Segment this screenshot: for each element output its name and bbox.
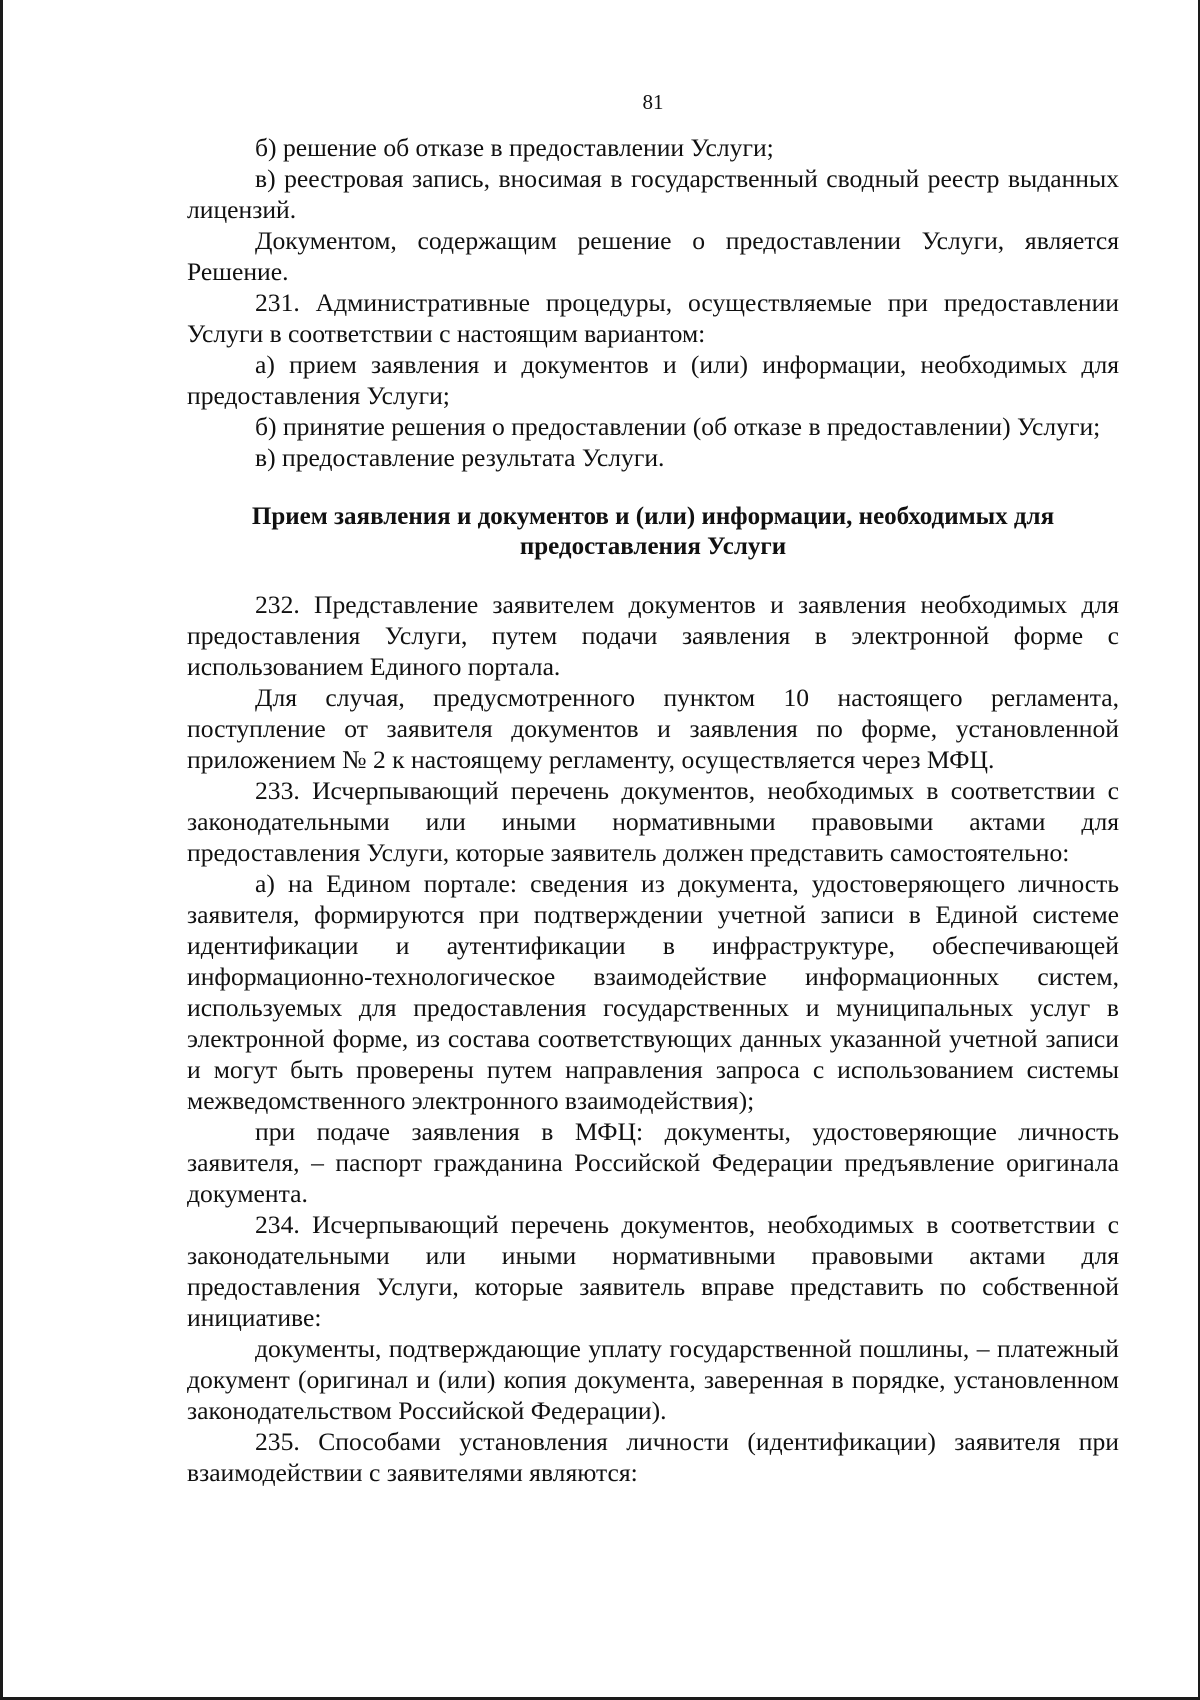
scan-border-left xyxy=(0,0,3,1700)
page-number: 81 xyxy=(642,90,664,114)
paragraph: 234. Исчерпывающий перечень документов, необходимых в соответствии с законодательными или иными нормативными правовыми актами для предоставления Услуги, которые заявитель вправе представить по собственной инициативе: xyxy=(187,1210,1119,1332)
paragraph: а) прием заявления и документов и (или) информации, необходимых для предоставления Услуги; xyxy=(187,350,1119,410)
document-page xyxy=(187,88,1119,1488)
paragraph: б) принятие решения о предоставлении (об отказе в предоставлении) Услуги; xyxy=(255,412,1101,441)
section-heading: Прием заявления и документов и (или) информации, необходимых для предоставления Услуги xyxy=(251,503,1055,560)
paragraph: 231. Административные процедуры, осуществляемые при предоставлении Услуги в соответствии с настоящим вариантом: xyxy=(187,288,1119,348)
paragraph: 235. Способами установления личности (идентификации) заявителя при взаимодействии с заявителями являются: xyxy=(187,1427,1119,1487)
paragraph: Для случая, предусмотренного пунктом 10 настоящего регламента, поступление от заявителя документов и заявления по форме, установленной приложением № 2 к настоящему регламенту, осуществляется через МФЦ. xyxy=(187,683,1119,774)
paragraph: 233. Исчерпывающий перечень документов, необходимых в соответствии с законодательными или иными нормативными правовыми актами для предоставления Услуги, которые заявитель должен представить самостоятельно: xyxy=(187,776,1119,867)
paragraph: в) реестровая запись, вносимая в государственный сводный реестр выданных лицензий. xyxy=(187,164,1119,224)
paragraph: а) на Едином портале: сведения из документа, удостоверяющего личность заявителя, формируются при подтверждении учетной записи в Единой системе идентификации и аутентификации в инфраструктуре, обеспечивающей информационно-технологическое взаимодействие информационных систем, используемых для предоставления государственных и муниципальных услуг в электронной форме, из состава соответствующих данных указанной учетной записи и могут быть проверены путем направления запроса с использованием системы межведомственного электронного взаимодействия); xyxy=(187,869,1119,1115)
paragraph: при подаче заявления в МФЦ: документы, удостоверяющие личность заявителя, – паспорт гражданина Российской Федерации предъявление оригинала документа. xyxy=(187,1117,1119,1208)
paragraph: 232. Представление заявителем документов и заявления необходимых для предоставления Услуги, путем подачи заявления в электронной форме с использованием Единого портала. xyxy=(187,590,1119,681)
paragraph: Документом, содержащим решение о предоставлении Услуги, является Решение. xyxy=(187,226,1119,286)
paragraph: в) предоставление результата Услуги. xyxy=(255,443,665,472)
paragraph: б) решение об отказе в предоставлении Услуги; xyxy=(255,133,774,162)
paragraph: документы, подтверждающие уплату государственной пошлины, – платежный документ (оригинал и (или) копия документа, заверенная в порядке, установленном законодательством Российской Федерации). xyxy=(187,1334,1119,1425)
